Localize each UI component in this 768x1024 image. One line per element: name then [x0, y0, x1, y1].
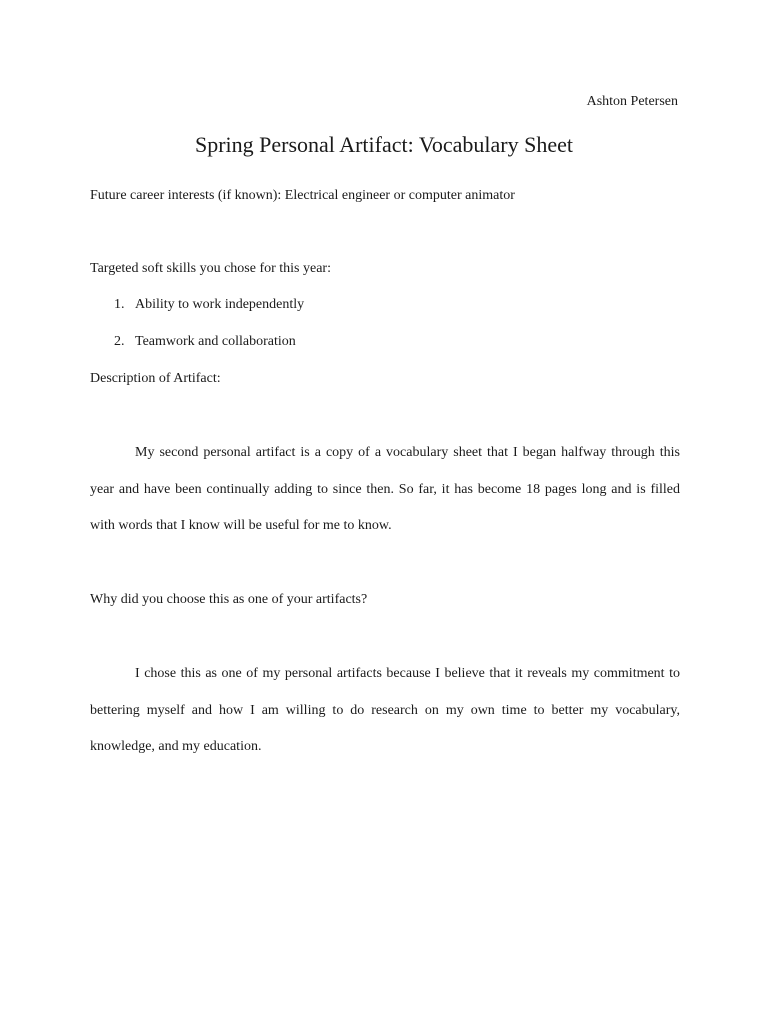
- skill-list-item: [114, 296, 304, 314]
- career-interests-line: Future career interests (if known): Electrical engineer or computer animator: [90, 188, 515, 203]
- author-name: Ashton Petersen: [586, 94, 678, 109]
- skill-text: Teamwork and collaboration: [135, 334, 296, 349]
- why-heading: Why did you choose this as one of your artifacts?: [90, 592, 368, 607]
- description-heading: Description of Artifact:: [90, 371, 221, 386]
- document-title: Spring Personal Artifact: Vocabulary Sheet: [194, 132, 573, 157]
- skill-text: Ability to work independently: [135, 297, 305, 312]
- skills-heading: Targeted soft skills you chose for this year:: [90, 261, 331, 276]
- description-paragraph: My second personal artifact is a copy of a vocabulary sheet that I began halfway through this year and have been continually adding to since then. So far, it has become 18 pages long and is filled with words that I know will be useful for me to know.: [90, 445, 680, 533]
- why-paragraph: I chose this as one of my personal artifacts because I believe that it reveals my commitment to bettering myself and how I am willing to do research on my own time to better my vocabulary, knowledge, and my education.: [90, 666, 680, 754]
- skill-list-item: [114, 333, 296, 351]
- skill-number: 1.: [114, 297, 125, 312]
- document-page: [90, 0, 678, 1024]
- skill-number: 2.: [114, 334, 125, 349]
